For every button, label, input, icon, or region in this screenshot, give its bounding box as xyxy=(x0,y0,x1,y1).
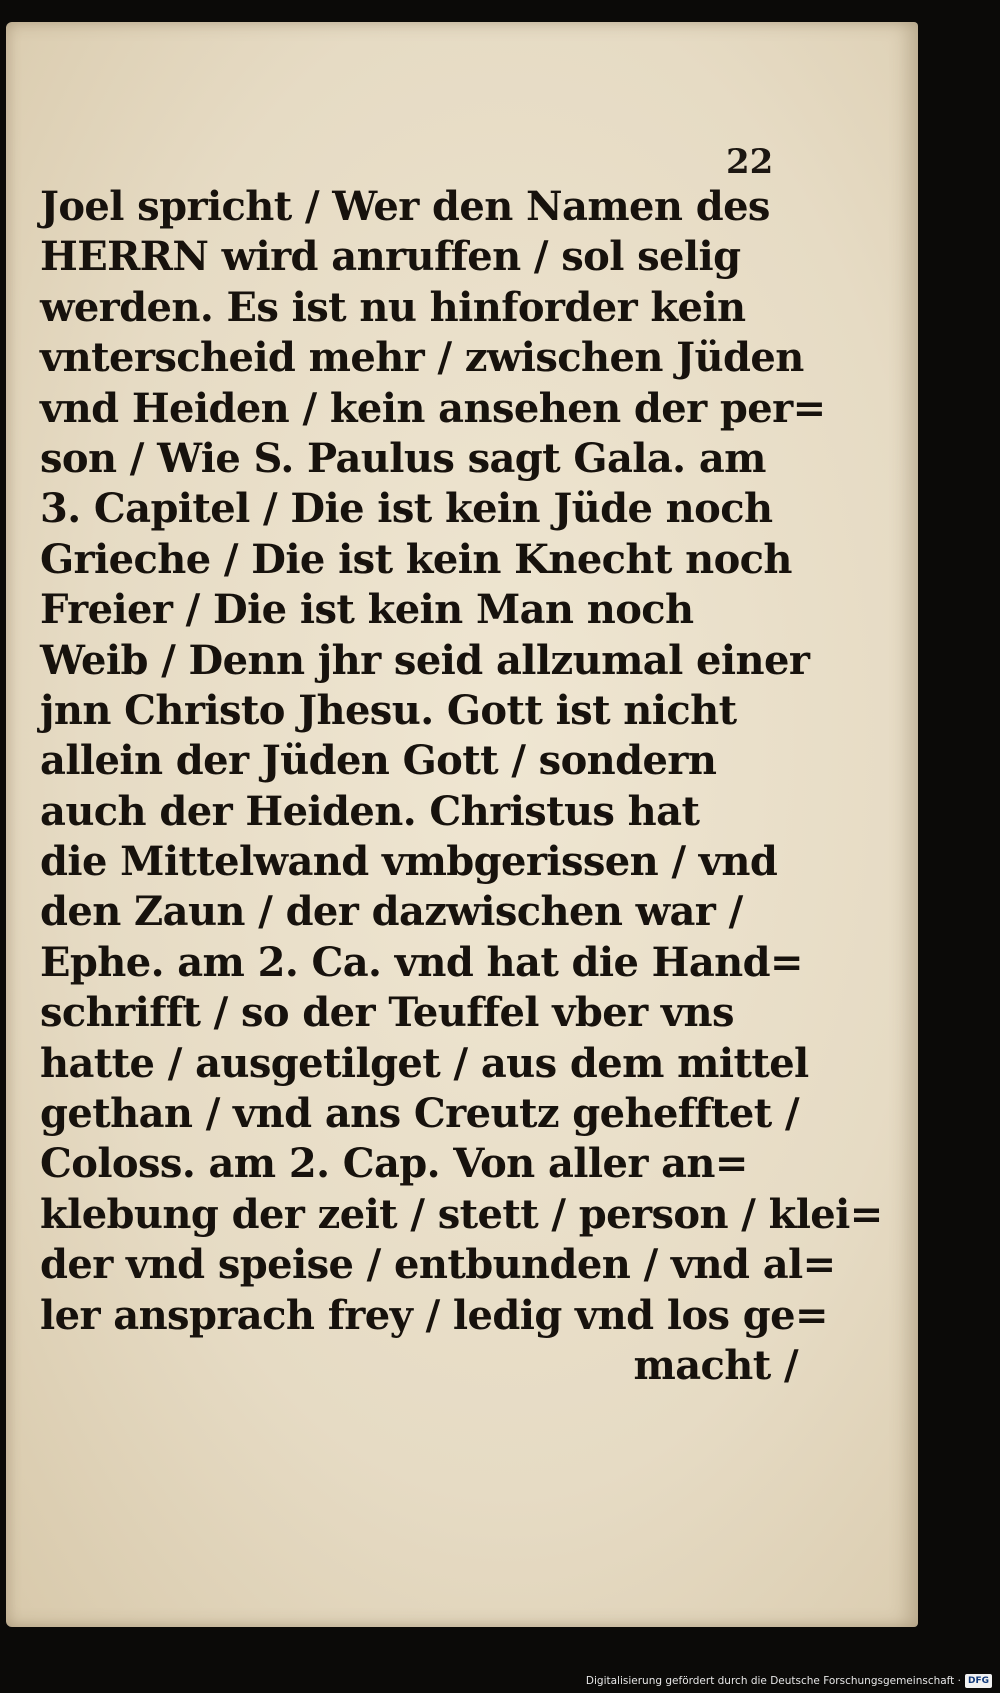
dfg-logo: DFG xyxy=(965,1674,992,1688)
text-line: HERRN wird anruffen / sol selig xyxy=(40,233,741,281)
text-line: vnd Heiden / kein ansehen der per= xyxy=(40,384,826,432)
text-line: vnterscheid mehr / zwischen Jüden xyxy=(40,334,804,382)
digitization-footer xyxy=(585,1672,992,1690)
text-line: 3. Capitel / Die ist kein Jüde noch xyxy=(40,485,773,533)
funding-credit: Digitalisierung gefördert durch die Deutsche Forschungsgemeinschaft · xyxy=(585,1675,961,1687)
page-number: 22 xyxy=(726,142,774,182)
text-line: Freier / Die ist kein Man noch xyxy=(40,586,694,634)
text-line: Grieche / Die ist kein Knecht noch xyxy=(40,535,792,583)
text-line: Joel spricht / Wer den Namen des xyxy=(40,183,770,230)
text-line: macht / xyxy=(633,1341,798,1389)
text-line: den Zaun / der dazwischen war / xyxy=(40,888,743,936)
text-line: son / Wie S. Paulus sagt Gala. am xyxy=(40,434,766,482)
book-page xyxy=(6,22,918,1627)
text-line: werden. Es ist nu hinforder kein xyxy=(40,283,746,331)
text-line: Ephe. am 2. Ca. vnd hat die Hand= xyxy=(40,938,803,986)
text-line: auch der Heiden. Christus hat xyxy=(40,787,700,835)
text-line: hatte / ausgetilget / aus dem mittel xyxy=(40,1039,809,1087)
text-line: gethan / vnd ans Creutz gehefftet / xyxy=(40,1090,799,1138)
text-line: schrifft / so der Teuffel vber vns xyxy=(40,989,734,1037)
text-line: klebung der zeit / stett / person / klei= xyxy=(40,1190,883,1238)
text-line: Weib / Denn jhr seid allzumal einer xyxy=(40,636,810,684)
text-line: ler ansprach frey / ledig vnd los ge= xyxy=(40,1291,828,1339)
text-line: jnn Christo Jhesu. Gott ist nicht xyxy=(40,686,737,734)
text-line: allein der Jüden Gott / sondern xyxy=(40,737,717,785)
text-line: Coloss. am 2. Cap. Von aller an= xyxy=(40,1140,748,1188)
text-line: die Mittelwand vmbgerissen / vnd xyxy=(40,838,778,886)
text-block xyxy=(40,182,883,1391)
text-line: der vnd speise / entbunden / vnd al= xyxy=(40,1241,836,1289)
